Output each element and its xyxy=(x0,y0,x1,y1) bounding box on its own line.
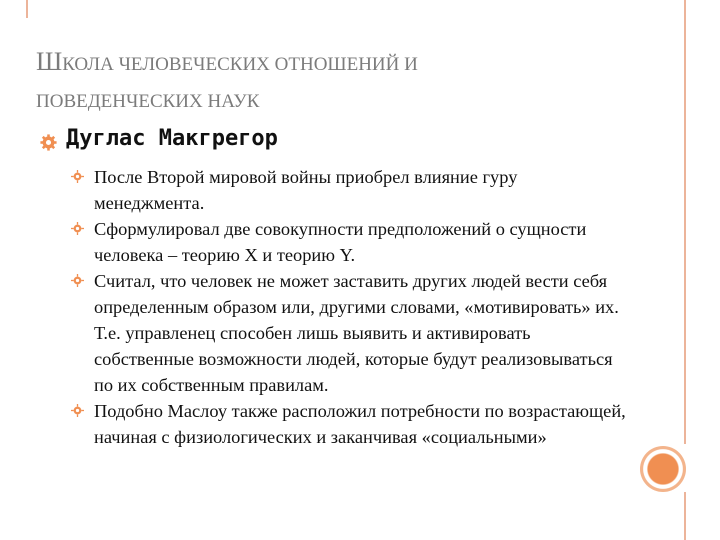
list-item xyxy=(66,268,626,398)
slide-title-line-2: ПОВЕДЕНЧЕСКИХ НАУК xyxy=(36,91,260,112)
list-item xyxy=(66,164,626,216)
sun-bullet-icon xyxy=(71,222,84,235)
gear-bullet-icon xyxy=(40,134,57,151)
sun-bullet-icon xyxy=(71,404,84,417)
decorative-frame-top xyxy=(26,0,686,18)
sun-bullet-icon xyxy=(71,274,84,287)
decorative-frame-right-lower xyxy=(684,492,686,540)
list-item-text: Считал, что человек не может заставить других людей вести себя определенным образом или, другими словами, «мотивировать» их. Т.е. управленец способен лишь выявить и активировать собственные возможности людей, которые будут реализовываться по их собственным правилам. xyxy=(94,271,619,395)
title-rest: КОЛА ЧЕЛОВЕЧЕСКИХ ОТНОШЕНИЙ И xyxy=(62,54,418,75)
sun-bullet-icon xyxy=(71,170,84,183)
slide-title-line-1 xyxy=(36,44,636,84)
list-item-text: Сформулировал две совокупности предположений о сущности человека – теорию X и теорию Y. xyxy=(94,219,587,265)
list-item xyxy=(66,398,626,450)
heading-row xyxy=(40,126,640,164)
decorative-orb-icon xyxy=(640,446,686,492)
title-initial: Ш xyxy=(36,47,63,76)
list-item-text: Подобно Маслоу также расположил потребности по возрастающей, начиная с физиологических и заканчивая «социальными» xyxy=(94,401,626,447)
decorative-frame-right xyxy=(684,0,686,444)
bullet-list xyxy=(66,164,626,450)
heading-text: Дуглас Макгрегор xyxy=(66,126,278,151)
slide-title xyxy=(36,44,636,120)
list-item-text: После Второй мировой войны приобрел влияние гуру менеджмента. xyxy=(94,167,518,213)
list-item xyxy=(66,216,626,268)
